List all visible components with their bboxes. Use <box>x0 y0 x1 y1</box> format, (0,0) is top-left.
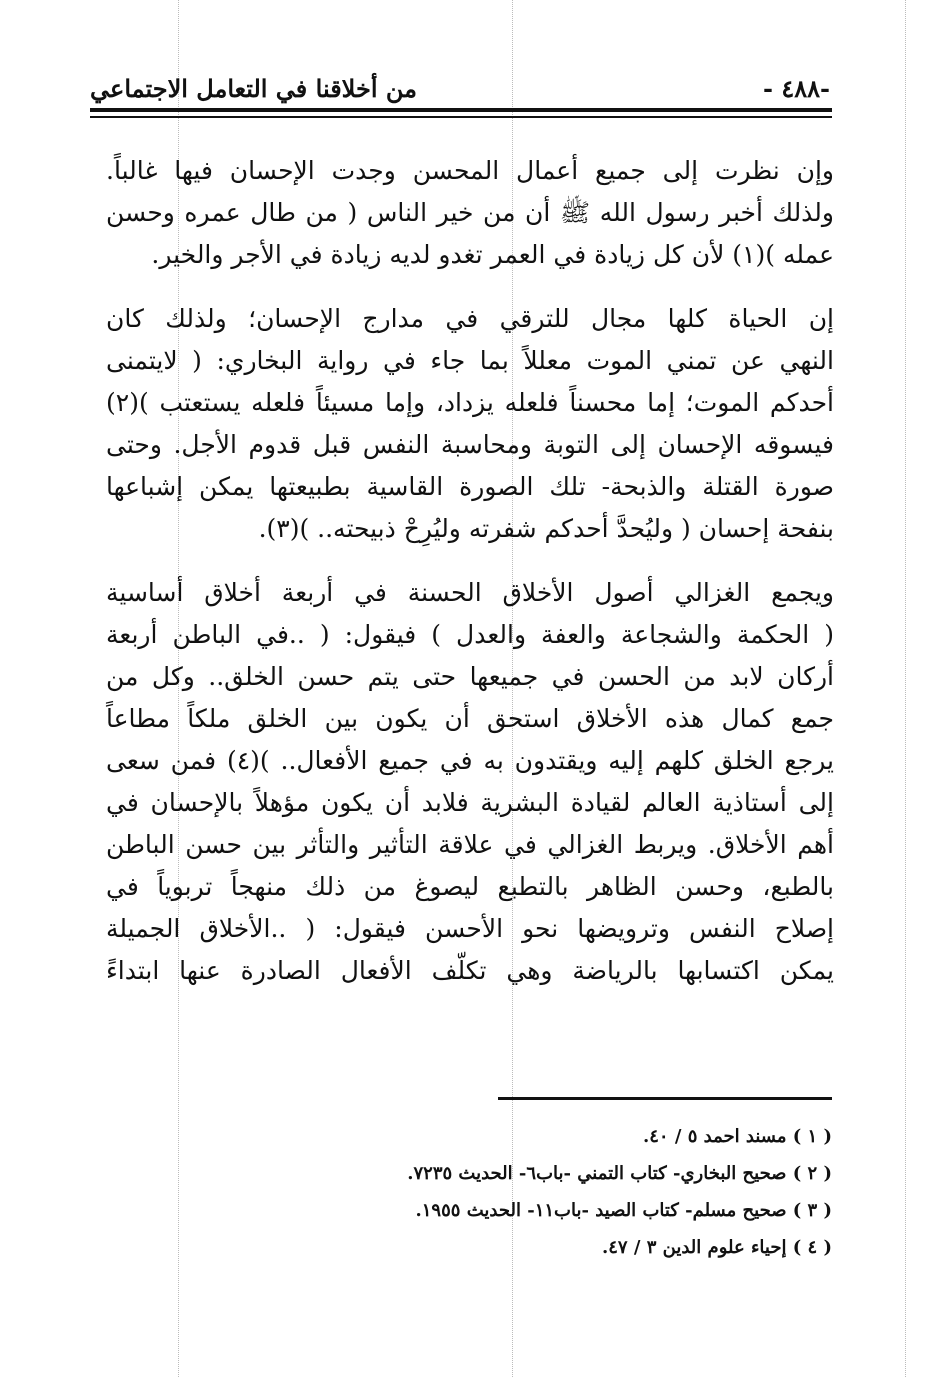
text-line: فيسوقه الإحسان إلى التوبة ومحاسبة النفس قبل قدوم الأجل. وحتى <box>106 430 834 459</box>
text-line: صورة القتلة والذبحة- تلك الصورة القاسية بطبيعتها يمكن إشباعها <box>106 472 834 501</box>
text-line: يمكن اكتسابها بالرياضة وهي تكلّف الأفعال الصادرة عنها ابتداءً <box>106 956 834 985</box>
text-line: إصلاح النفس وترويضها نحو الأحسن فيقول: ( ..الأخلاق الجميلة <box>106 914 834 943</box>
footnote-separator <box>498 1097 832 1100</box>
text-line: ويجمع الغزالي أصول الأخلاق الحسنة في أربعة أخلاق أساسية <box>106 578 834 607</box>
running-title: من أخلاقنا في التعامل الاجتماعي <box>90 74 417 103</box>
header-rule-thick <box>90 108 832 112</box>
text-line: عمله )(١) لأن كل زيادة في العمر تغدو لديه زيادة في الأجر والخير. <box>151 240 834 269</box>
text-line: يرجع الخلق كلهم إليه ويقتدون به في جميع الأفعال.. )(٤) فمن سعى <box>106 746 834 775</box>
footnotes <box>407 1118 832 1266</box>
text-line: بالطبع، وحسن الظاهر بالتطبع ليصوغ من ذلك منهجاً تربوياً في <box>106 872 834 901</box>
text-line: النهي عن تمني الموت معللاً بما جاء في رواية البخاري: ( لايتمنى <box>106 346 834 375</box>
paragraph <box>106 298 834 550</box>
page-number: -٤٨٨ - <box>763 74 830 103</box>
scan-artifact-line <box>905 0 906 1377</box>
text-line: بنفحة إحسان ( وليُحدَّ أحدكم شفرته وليُرِحْ ذبيحته.. )(٣). <box>258 514 834 543</box>
text-line: أحدكم الموت؛ إما محسناً فلعله يزداد، وإما مسيئاً فلعله يستعتب )(٢) <box>106 388 834 417</box>
text-line: ( الحكمة والشجاعة والعفة والعدل ) فيقول: ( ..في الباطن أربعة <box>106 620 834 649</box>
text-line: إن الحياة كلها مجال للترقي في مدارج الإحسان؛ ولذلك كان <box>106 304 834 333</box>
text-line: أركان لابد من الحسن في جميعها حتى يتم حسن الخلق.. وكل من <box>106 662 834 691</box>
footnote: ( ٤ ) إحياء علوم الدين ٣ / ٤٧. <box>601 1237 832 1258</box>
paragraph <box>106 572 834 992</box>
footnote: ( ٣ ) صحيح مسلم- كتاب الصيد -باب١١- الحديث ١٩٥٥. <box>415 1200 832 1221</box>
header-rule-thin <box>90 116 832 118</box>
text-line: وإن نظرت إلى جميع أعمال المحسن وجدت الإحسان فيها غالباً. <box>106 156 834 185</box>
footnote: ( ١ ) مسند احمد ٥ / ٤٠. <box>642 1126 832 1147</box>
page-header <box>90 68 830 108</box>
text-line: ولذلك أخبر رسول الله ﷺ أن من خير الناس ( من طال عمره وحسن <box>106 198 834 227</box>
footnote: ( ٢ ) صحيح البخاري- كتاب التمني -باب٦- الحديث ٧٢٣٥. <box>407 1163 832 1184</box>
text-line: أهم الأخلاق. ويربط الغزالي في علاقة التأثير والتأثر بين حسن الباطن <box>106 830 834 859</box>
text-line: إلى أستاذية العالم لقيادة البشرية فلابد أن يكون مؤهلاً بالإحسان في <box>106 788 834 817</box>
body-text <box>106 150 834 1014</box>
text-line: جمع كمال هذه الأخلاق استحق أن يكون بين الخلق ملكاً مطاعاً <box>106 704 834 733</box>
paragraph <box>106 150 834 276</box>
